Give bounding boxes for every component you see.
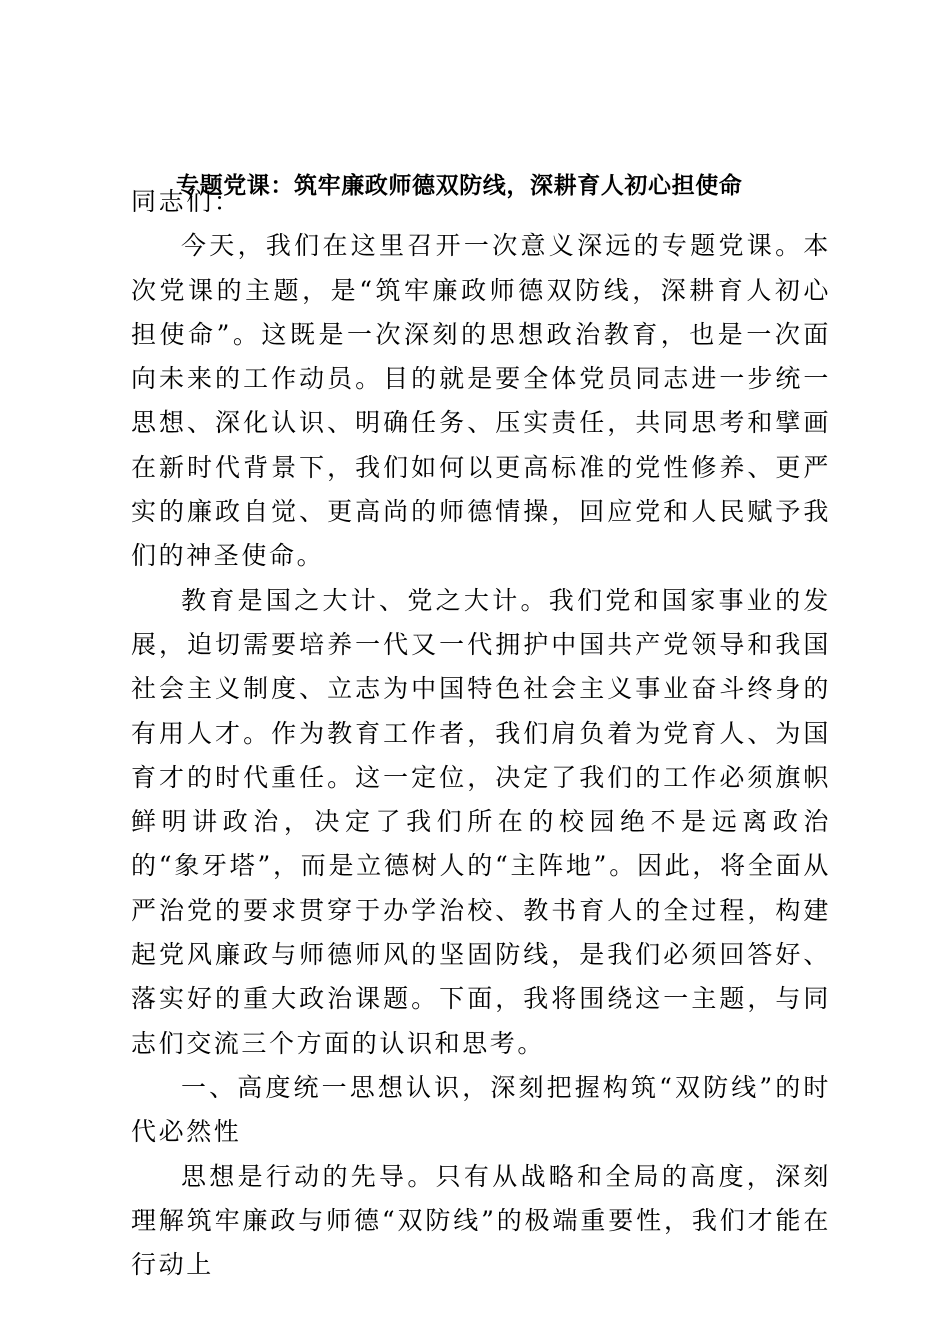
section-heading-1: 一、高度统一思想认识，深刻把握构筑“双防线”的时代必然性 xyxy=(131,1072,831,1147)
salutation: 同志们： xyxy=(131,187,242,216)
paragraph-education: 教育是国之大计、党之大计。我们党和国家事业的发展，迫切需要培养一代又一代拥护中国共产党领导和我国社会主义制度、立志为中国特色社会主义事业奋斗终身的有用人才。作为教育工作者，我们肩负着为党育人、为国育才的时代重任。这一定位，决定了我们的工作必须旗帜鲜明讲政治，决定了我们所在的校园绝不是远离政治的“象牙塔”，而是立德树人的“主阵地”。因此，将全面从严治党的要求贯穿于办学治校、教书育人的全过程，构建起党风廉政与师德师风的坚固防线，是我们必须回答好、落实好的重大政治课题。下面，我将围绕这一主题，与同志们交流三个方面的认识和思考。 xyxy=(131,585,831,1058)
document-title: 专题党课：筑牢廉政师德双防线，深耕育人初心担使命 xyxy=(176,173,743,199)
paragraph-thought: 思想是行动的先导。只有从战略和全局的高度，深刻理解筑牢廉政与师德“双防线”的极端重要性，我们才能在行动上 xyxy=(131,1161,831,1280)
paragraph-intro: 今天，我们在这里召开一次意义深远的专题党课。本次党课的主题，是“筑牢廉政师德双防线，深耕育人初心担使命”。这既是一次深刻的思想政治教育，也是一次面向未来的工作动员。目的就是要全体党员同志进一步统一思想、深化认识、明确任务、压实责任，共同思考和擘画在新时代背景下，我们如何以更高标准的党性修养、更严实的廉政自觉、更高尚的师德情操，回应党和人民赋予我们的神圣使命。 xyxy=(131,231,831,571)
document-body xyxy=(131,180,831,1287)
